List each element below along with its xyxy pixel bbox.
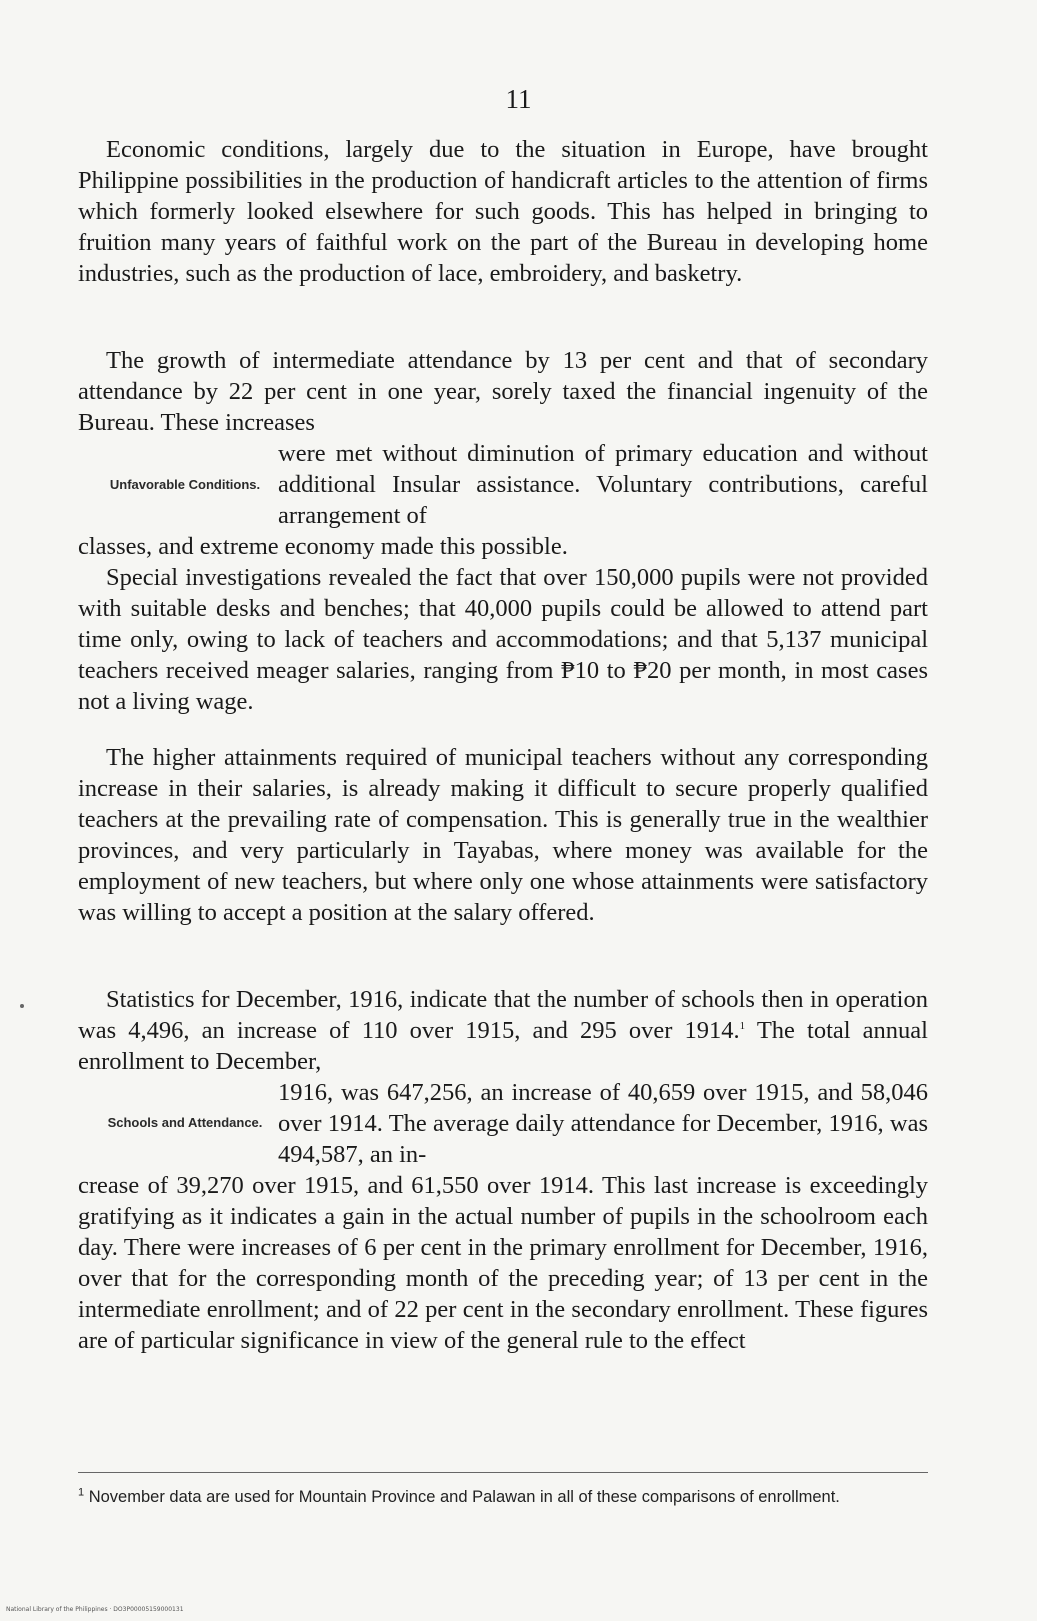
page-number: 11 bbox=[505, 84, 532, 114]
scan-artifact-dot bbox=[20, 1004, 24, 1008]
statistics-lead-tail: The total annual enrollment to December, bbox=[78, 1017, 928, 1075]
paragraph-special-investigations: Special investigations revealed the fact that over 150,000 pupils were not provided with suitable desks and benches; that 40,000 pupils could be allowed to attend part time only, owing to lack of teachers and accommodations; and that 5,137 municipal teachers received meager salaries, ranging from ₱10 to ₱20 per month, in most cases not a living wage. bbox=[78, 564, 928, 715]
footnote-rule bbox=[78, 1472, 928, 1473]
paragraph-statistics-lead bbox=[78, 984, 928, 1077]
statistics-lead-text: Statistics for December, 1916, indicate that the number of schools then in operation was 4,496, an increase of 110 over 1915, and 295 over 1914. bbox=[78, 986, 928, 1044]
paragraph-statistics-rest: crease of 39,270 over 1915, and 61,550 over 1914. This last increase is exceedingly gratifying as it indicates a gain in the actual number of pupils in the schoolroom each day. There were increases of 6 per cent in the primary enrollment for December, 1916, over that for the corresponding month of the preceding year; of 13 per cent in the intermediate enrollment; and of 22 per cent in the secondary enrollment. These figures are of particular significance in view of the general rule to the effect bbox=[78, 1172, 928, 1354]
footnote-marker: 1 bbox=[78, 1486, 85, 1499]
footnote-reference: 1 bbox=[739, 1019, 746, 1032]
footnote-text: November data are used for Mountain Province and Palawan in all of these comparisons of enrollment. bbox=[88, 1488, 840, 1506]
paragraph-growth-attendance-indented: were met without diminution of primary education and without additional Insular assistance. Voluntary contributions, careful arrangement of bbox=[278, 440, 928, 529]
paragraph-growth-attendance-lead: The growth of intermediate attendance by 13 per cent and that of secondary attendance by 22 per cent in one year, sorely taxed the financial ingenuity of the Bureau. These increases bbox=[78, 347, 928, 436]
footnote bbox=[78, 1484, 928, 1510]
margin-note-unfavorable-conditions: Unfavorable Conditions. bbox=[109, 477, 261, 492]
scan-source-label: National Library of the Philippines · DO3P00005159000131 bbox=[6, 1606, 184, 1613]
paragraph-economic-conditions: Economic conditions, largely due to the situation in Europe, have brought Philippine possibilities in the production of handicraft articles to the attention of firms which formerly looked elsewhere for such goods. This has helped in bringing to fruition many years of faithful work on the part of the Bureau in developing home industries, such as the production of lace, embroidery, and basketry. bbox=[78, 136, 928, 287]
margin-note-schools-attendance: Schools and Attendance. bbox=[107, 1115, 263, 1130]
paragraph-growth-attendance-rest: classes, and extreme economy made this possible. bbox=[78, 533, 568, 560]
paragraph-municipal-teachers: The higher attainments required of municipal teachers without any corresponding increase in their salaries, is already making it difficult to secure properly qualified teachers at the prevailing rate of compensation. This is generally true in the wealthier provinces, and very particularly in Tayabas, where money was available for the employment of new teachers, but where only one whose attainments were satisfactory was willing to accept a position at the salary offered. bbox=[78, 744, 928, 926]
paragraph-statistics-indented: 1916, was 647,256, an increase of 40,659 over 1915, and 58,046 over 1914. The average daily attendance for December, 1916, was 494,587, an in- bbox=[278, 1079, 928, 1168]
